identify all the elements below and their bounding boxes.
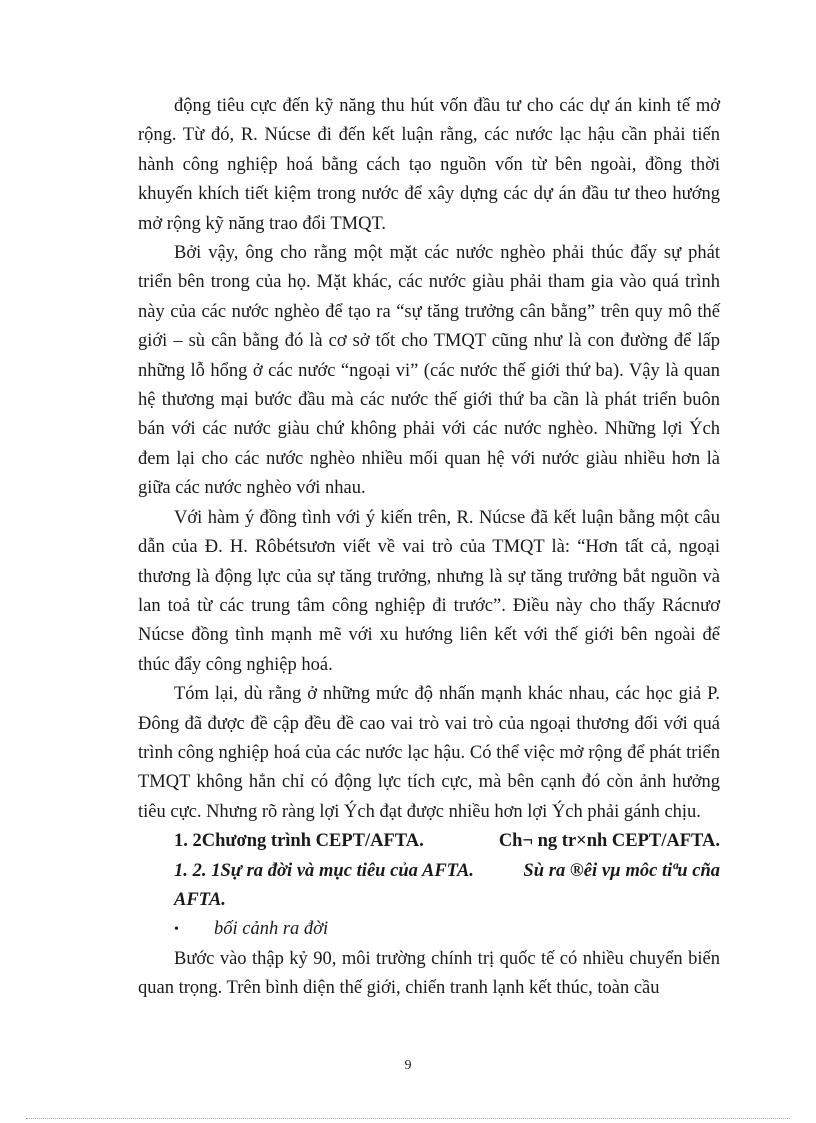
paragraph-3: Với hàm ý đồng tình với ý kiến trên, R. Núcse đã kết luận bằng một câu dẫn của Đ. H. Rôbétsươn viết về vai trò của TMQT là: “Hơn tất cả, ngoại thương là động lực của sự tăng trưởng, nhưng là sự tăng trưởng bắt nguồn và lan toả từ các trung tâm công nghiệp đi trước”. Điều này cho thấy Rácnươ Núcse đồng tình mạnh mẽ với xu hướng liên kết với thế giới bên ngoài để thúc đẩy công nghiệp hoá.: [138, 507, 720, 675]
bullet-text: bối cảnh ra đời: [214, 919, 329, 940]
footer-divider: [26, 1118, 790, 1119]
section-heading-garbled: Ch¬ ng tr×nh CEPT/AFTA.: [498, 831, 720, 852]
body-text: [138, 92, 720, 1004]
paragraph-5: Bước vào thập kỷ 90, môi trường chính trị quốc tế có nhiều chuyển biến quan trọng. Trên bình diện thế giới, chiến tranh lạnh kết thúc, toàn cầu: [138, 948, 720, 999]
bullet-item: [138, 915, 720, 944]
subsection-heading-garbled: Sù ra ®êi vµ môc tiªu cña AFTA.: [174, 860, 721, 910]
section-heading: [138, 827, 720, 856]
paragraph-1: động tiêu cực đến kỹ năng thu hút vốn đầu tư cho các dự án kinh tế mở rộng. Từ đó, R. Núcse đi đến kết luận rằng, các nước lạc hậu cần phải tiến hành công nghiệp hoá bằng cách tạo nguồn vốn từ bên ngoài, đồng thời khuyến khích tiết kiệm trong nước để xây dựng các dự án đầu tư theo hướng mở rộng kỹ năng trao đổi TMQT.: [138, 96, 720, 234]
paragraph-2: Bởi vậy, ông cho rằng một mặt các nước nghèo phải thúc đẩy sự phát triển bên trong của họ. Mặt khác, các nước giàu phải tham gia vào quá trình này của các nước nghèo để tạo ra “sự tăng trưởng cân bằng” trên quy mô thế giới – sù cân bằng đó là cơ sở tốt cho TMQT cũng như là con đường để lấp những lỗ hổng ở các nước “ngoại vi” (các nước thế giới thứ ba). Vậy là quan hệ thương mại bước đầu mà các nước thế giới thứ ba cần là phát triển buôn bán với các nước giàu chứ không phải với các nước nghèo. Những lợi Ých đem lại cho các nước nghèo nhiều mối quan hệ với nước giàu nhiều hơn là giữa các nước nghèo với nhau.: [138, 243, 720, 499]
bullet-icon: •: [174, 922, 179, 938]
subsection-heading-text: 1. 2. 1Sự ra đời và mục tiêu của AFTA.: [174, 860, 474, 881]
section-heading-text: 1. 2Chương trình CEPT/AFTA.: [174, 831, 424, 852]
subsection-heading: [138, 857, 720, 916]
page-number: 9: [404, 1058, 412, 1073]
paragraph-4: Tóm lại, dù rằng ở những mức độ nhấn mạnh khác nhau, các học giả P. Đông đã được đề cập đều đề cao vai trò vai trò của ngoại thương đối với quá trình công nghiệp hoá của các nước lạc hậu. Có thể việc mở rộng để phát triển TMQT không hẳn chỉ có động lực tích cực, mà bên cạnh đó còn ảnh hưởng tiêu cực. Nhưng rõ ràng lợi Ých đạt được nhiều hơn lợi Ých phải gánh chịu.: [138, 684, 720, 822]
